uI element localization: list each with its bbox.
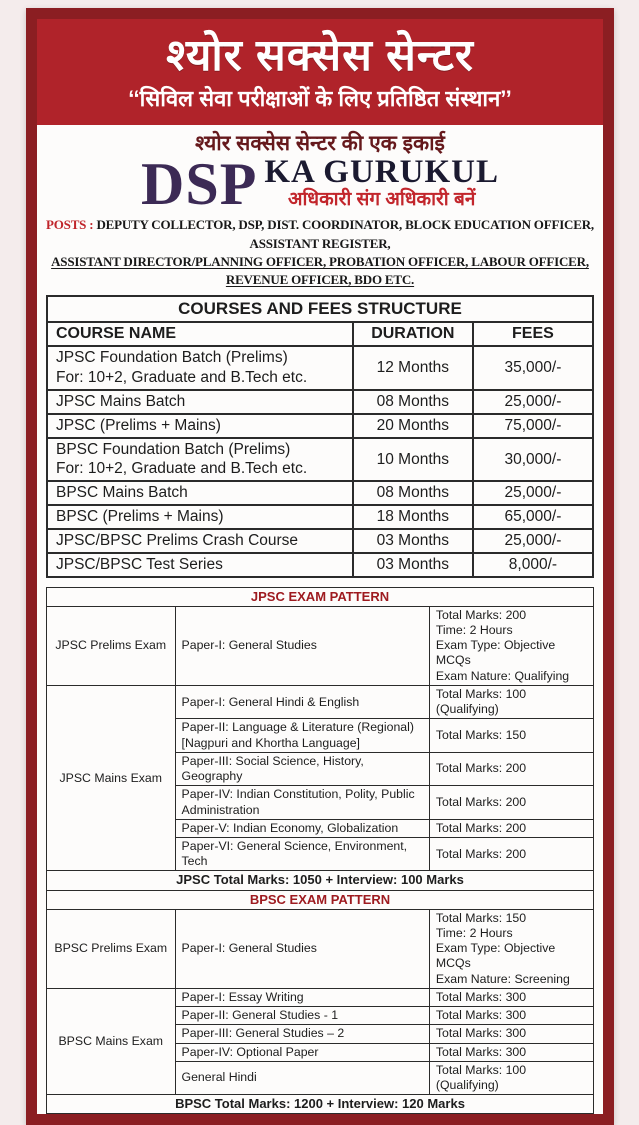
- course-name-sub: For: 10+2, Graduate and B.Tech etc.: [56, 369, 308, 387]
- duration-cell: 20 Months: [353, 414, 473, 438]
- table-row: [47, 481, 593, 505]
- table-row: [47, 553, 593, 577]
- jpsc-total-marks: JPSC Total Marks: 1050 + Interview: 100 Marks: [47, 871, 594, 890]
- marks-cell: Total Marks: 300: [429, 1043, 593, 1061]
- detail-line: Total Marks: 200: [435, 607, 527, 622]
- duration-cell: 03 Months: [353, 529, 473, 553]
- marks-cell: Total Marks: 200: [429, 752, 593, 785]
- course-name-cell: BPSC (Prelims + Mains): [47, 505, 353, 529]
- table-row: [47, 529, 593, 553]
- duration-cell: 10 Months: [353, 438, 473, 482]
- table-row: [47, 505, 593, 529]
- jpsc-pattern-header: JPSC EXAM PATTERN: [47, 587, 594, 606]
- paper-cell: Paper-VI: General Science, Environment, Tech: [175, 838, 429, 871]
- header-banner: [37, 19, 603, 125]
- course-name-cell: JPSC Mains Batch: [47, 390, 353, 414]
- course-name-cell: [47, 438, 353, 482]
- detail-line: Exam Type: Objective MCQs: [435, 941, 556, 971]
- marks-cell: Total Marks: 150: [429, 719, 593, 752]
- bpsc-mains-row: [47, 988, 594, 1006]
- course-name: JPSC Foundation Batch (Prelims): [56, 349, 288, 367]
- course-name-cell: BPSC Mains Batch: [47, 481, 353, 505]
- brand-tagline: अधिकारी संग अधिकारी बनें: [287, 189, 476, 211]
- marks-cell: Total Marks: 200: [429, 838, 593, 871]
- bpsc-prelims-details: [429, 909, 593, 988]
- paper-cell: Paper-I: General Studies: [175, 909, 429, 988]
- paper-cell: General Hindi: [175, 1061, 429, 1094]
- marks-cell: Total Marks: 300: [429, 1025, 593, 1043]
- detail-line: Time: 2 Hours: [435, 925, 513, 940]
- table-row: [47, 346, 593, 390]
- paper-cell: Paper-II: Language & Literature (Regional) [Nagpuri and Khortha Language]: [175, 719, 429, 752]
- column-header-course: COURSE NAME: [47, 322, 353, 346]
- marks-cell: Total Marks: 300: [429, 1007, 593, 1025]
- marks-cell: Total Marks: 200: [429, 786, 593, 819]
- institute-title: श्योर सक्सेस सेन्टर: [166, 31, 474, 80]
- paper-cell: Paper-I: Essay Writing: [175, 988, 429, 1006]
- bpsc-prelims-row: [47, 909, 594, 988]
- bpsc-prelims-label: BPSC Prelims Exam: [47, 909, 176, 988]
- paper-cell: Paper-II: General Studies - 1: [175, 1007, 429, 1025]
- brand-dsp-logo: DSP: [141, 150, 258, 217]
- jpsc-prelims-row: [47, 606, 594, 685]
- duration-cell: 12 Months: [353, 346, 473, 390]
- fees-cell: 30,000/-: [473, 438, 593, 482]
- bpsc-total-marks: BPSC Total Marks: 1200 + Interview: 120 Marks: [47, 1095, 594, 1114]
- jpsc-prelims-details: [429, 606, 593, 685]
- fees-cell: 65,000/-: [473, 505, 593, 529]
- flyer-poster: [26, 8, 614, 1125]
- jpsc-mains-row: [47, 685, 594, 718]
- detail-line: Exam Nature: Screening: [435, 971, 570, 986]
- table-row: [47, 438, 593, 482]
- bpsc-total-row: [47, 1095, 594, 1114]
- fees-table-title: COURSES AND FEES STRUCTURE: [47, 296, 593, 322]
- unit-line: श्योर सक्सेस सेन्टर की एक इकाई: [195, 132, 445, 156]
- exam-pattern-table: [46, 587, 594, 1115]
- jpsc-total-row: [47, 871, 594, 890]
- detail-line: Exam Type: Objective MCQs: [435, 638, 556, 668]
- paper-cell: Paper-I: General Hindi & English: [175, 685, 429, 718]
- column-header-fees: FEES: [473, 322, 593, 346]
- posts-line2: ASSISTANT DIRECTOR/PLANNING OFFICER, PROBATION OFFICER, LABOUR OFFICER, REVENUE OFFICER, BDO ETC.: [51, 253, 589, 287]
- paper-cell: Paper-V: Indian Economy, Globalization: [175, 819, 429, 837]
- table-row: [47, 414, 593, 438]
- bpsc-mains-label: BPSC Mains Exam: [47, 988, 176, 1094]
- course-name-cell: JPSC/BPSC Prelims Crash Course: [47, 529, 353, 553]
- detail-line: Time: 2 Hours: [435, 622, 513, 637]
- course-name-sub: For: 10+2, Graduate and B.Tech etc.: [56, 460, 308, 478]
- courses-fees-table: [46, 295, 594, 578]
- paper-cell: Paper-III: General Studies – 2: [175, 1025, 429, 1043]
- duration-cell: 08 Months: [353, 390, 473, 414]
- course-name-cell: [47, 346, 353, 390]
- duration-cell: 08 Months: [353, 481, 473, 505]
- fees-header-row: [47, 322, 593, 346]
- posts-list: [41, 216, 599, 289]
- course-name-cell: JPSC (Prelims + Mains): [47, 414, 353, 438]
- paper-cell: Paper-IV: Indian Constitution, Polity, Public Administration: [175, 786, 429, 819]
- paper-cell: Paper-III: Social Science, History, Geography: [175, 752, 429, 785]
- posts-label: POSTS :: [46, 217, 94, 233]
- detail-line: Exam Nature: Qualifying: [435, 668, 570, 683]
- course-name-cell: JPSC/BPSC Test Series: [47, 553, 353, 577]
- duration-cell: 18 Months: [353, 505, 473, 529]
- jpsc-mains-label: JPSC Mains Exam: [47, 685, 176, 871]
- fees-cell: 35,000/-: [473, 346, 593, 390]
- brand-right: [264, 156, 499, 211]
- bpsc-pattern-header-row: [47, 890, 594, 909]
- table-row: [47, 390, 593, 414]
- fees-cell: 25,000/-: [473, 529, 593, 553]
- marks-cell: Total Marks: 100 (Qualifying): [429, 685, 593, 718]
- course-name: BPSC Foundation Batch (Prelims): [56, 440, 291, 458]
- marks-cell: Total Marks: 300: [429, 988, 593, 1006]
- paper-cell: Paper-I: General Studies: [175, 606, 429, 685]
- duration-cell: 03 Months: [353, 553, 473, 577]
- jpsc-pattern-header-row: [47, 587, 594, 606]
- marks-cell: Total Marks: 100 (Qualifying): [429, 1061, 593, 1094]
- fees-cell: 25,000/-: [473, 390, 593, 414]
- posts-line1: DEPUTY COLLECTOR, DSP, DIST. COORDINATOR, BLOCK EDUCATION OFFICER, ASSISTANT REGISTER,: [96, 217, 594, 251]
- jpsc-prelims-label: JPSC Prelims Exam: [47, 606, 176, 685]
- fees-cell: 75,000/-: [473, 414, 593, 438]
- fees-cell: 25,000/-: [473, 481, 593, 505]
- marks-cell: Total Marks: 200: [429, 819, 593, 837]
- paper-cell: Paper-IV: Optional Paper: [175, 1043, 429, 1061]
- column-header-duration: DURATION: [353, 322, 473, 346]
- fees-cell: 8,000/-: [473, 553, 593, 577]
- fees-title-row: [47, 296, 593, 322]
- bpsc-pattern-header: BPSC EXAM PATTERN: [47, 890, 594, 909]
- brand-block: [37, 150, 603, 217]
- brand-name-suffix: KA GURUKUL: [264, 154, 499, 191]
- institute-subtitle: ‘‘सिविल सेवा परीक्षाओं के लिए प्रतिष्ठित संस्थान’’: [128, 86, 512, 112]
- detail-line: Total Marks: 150: [435, 910, 527, 925]
